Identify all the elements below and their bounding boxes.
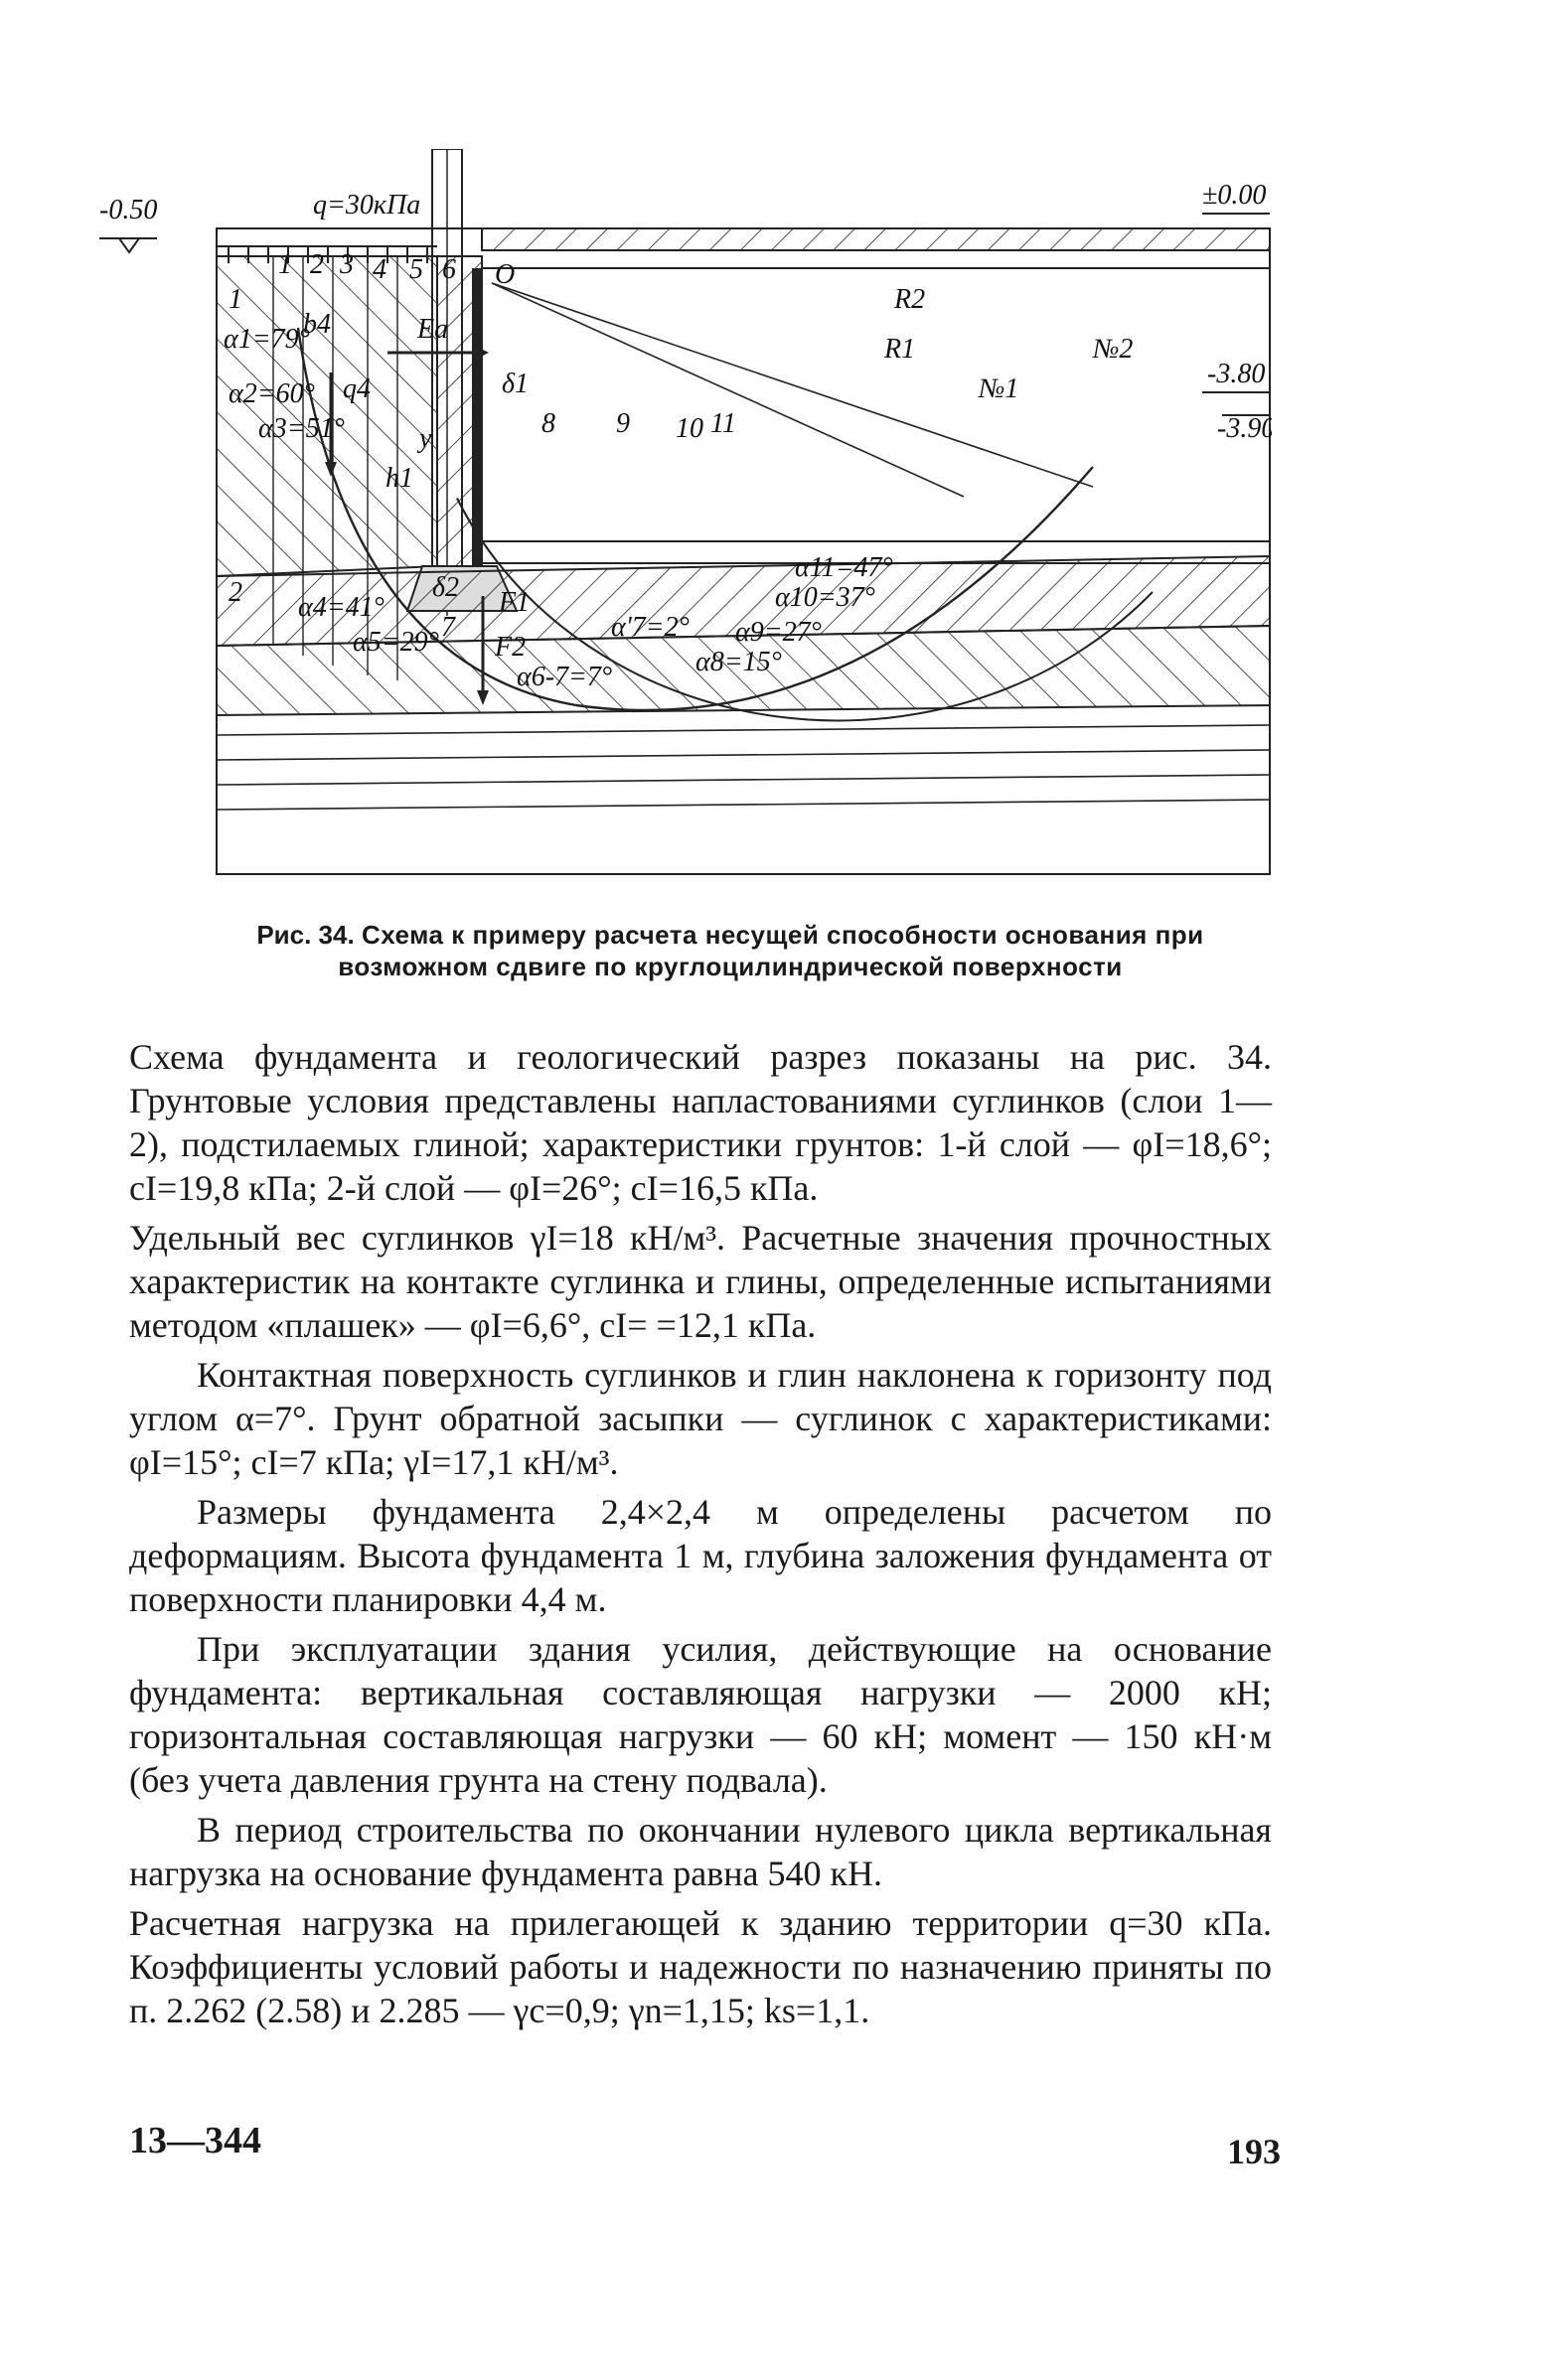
clay-lines (217, 725, 1270, 810)
level-low-right-label: -3.90 (1217, 413, 1272, 444)
y-label: y (419, 423, 432, 454)
alpha10-label: α10=37° (775, 582, 875, 613)
alpha2-label: α2=60° (229, 378, 315, 409)
alpha11-label: α11=47° (795, 552, 893, 583)
paragraph: Расчетная нагрузка на прилегающей к зданию территории q=30 кПа. Коэффициенты условий работы и надежности по назначению приняты по п. 2.262 (2.58) и 2.285 — γc=0,9; γn=1,15; ks=1,1. (129, 1903, 1272, 2030)
basement-wall (472, 268, 482, 566)
paragraph: В период строительства по окончании нулевого цикла вертикальная нагрузка на основание фундамента равна 540 кН. (129, 1810, 1272, 1893)
load-label: q=30кПа (313, 190, 421, 221)
foundation-diagram (99, 149, 1272, 904)
page-number: 193 (1227, 2132, 1281, 2171)
strip-3-label: 3 (340, 249, 354, 280)
ea-label: Ea (417, 314, 449, 345)
strip-7-label: 7 (441, 612, 455, 643)
q4-label: q4 (343, 373, 371, 404)
strip-11-label: 11 (710, 408, 736, 439)
radius-r2-label: R2 (894, 284, 926, 315)
caption-text: Схема к примеру расчета несущей способности основания при возможном сдвиге по круглоцилиндрической поверхности (338, 920, 1204, 981)
alpha8-label: α8=15° (695, 647, 782, 677)
alpha4-label: α4=41° (298, 592, 385, 623)
strip-1-label: 1 (278, 249, 292, 280)
alpha7p-label: α'7=2° (611, 612, 690, 643)
alpha3-label: α3=51° (258, 413, 345, 444)
paragraph: Контактная поверхность суглинков и глин наклонена к горизонту под углом α=7°. Грунт обратной засыпки — суглинок с характеристиками: φI=15°; cI=7 кПа; γI=17,1 кН/м³. (129, 1355, 1272, 1482)
paragraph: При эксплуатации здания усилия, действующие на основание фундамента: вертикальная составляющая нагрузки — 2000 кН; горизонтальная составляющая нагрузки — 60 кН; момент — 150 кН·м (без учета давления грунта на стену подвала). (129, 1629, 1272, 1800)
caption-number: Рис. 34. (256, 920, 355, 950)
point-o-label: O (495, 259, 516, 290)
strip-5-label: 5 (409, 254, 423, 285)
alpha5-label: α5=29° (353, 627, 439, 658)
f1-label: F1 (499, 587, 531, 618)
figure-34 (99, 149, 1272, 904)
paragraph: Размеры фундамента 2,4×2,4 м определены расчетом по деформациям. Высота фундамента 1 м, глубина заложения фундамента от поверхности планировки 4,4 м. (129, 1492, 1272, 1619)
delta2-label: δ2 (432, 572, 460, 603)
alpha9-label: α9=27° (735, 617, 822, 648)
strip-8-label: 8 (541, 408, 555, 439)
signature-mark: 13—344 (129, 2120, 261, 2161)
level-top-right-label: ±0.00 (1202, 180, 1267, 211)
figure-caption (184, 919, 1277, 982)
strip-2-label: 2 (310, 249, 324, 280)
curve-2-label: №2 (1093, 334, 1134, 365)
layer-2-label: 2 (229, 577, 242, 608)
body-text (129, 1035, 1272, 2038)
strip-6-label: 6 (442, 254, 456, 285)
h1-label: h1 (386, 463, 413, 494)
alpha1-label: α1=79° (224, 324, 310, 355)
paragraph: Схема фундамента и геологический разрез показаны на рис. 34. Грунтовые условия представлены напластованиями суглинков (слои 1—2), подстилаемых глиной; характеристики грунтов: 1-й слой — φI=18,6°; cI=19,8 кПа; 2-й слой — φI=26°; cI=16,5 кПа. (129, 1037, 1272, 1208)
delta1-label: δ1 (502, 369, 530, 399)
radius-r1 (492, 283, 964, 497)
radius-r1-label: R1 (884, 334, 916, 365)
paragraph: Удельный вес суглинков γI=18 кН/м³. Расчетные значения прочностных характеристик на контакте суглинка и глины, определенные испытаниями методом «плашек» — φI=6,6°, cI= =12,1 кПа. (129, 1218, 1272, 1345)
level-mid-right-label: -3.80 (1207, 359, 1266, 389)
alpha67-label: α6-7=7° (517, 662, 613, 692)
curve-1-label: №1 (979, 373, 1019, 404)
f2-label: F2 (495, 632, 527, 663)
strip-4-label: 4 (373, 254, 386, 285)
b4-label: b4 (303, 309, 331, 340)
floor-slab (482, 228, 1270, 250)
strip-9-label: 9 (616, 408, 630, 439)
layer-1-label: 1 (229, 284, 242, 315)
level-left-label: -0.50 (99, 195, 158, 225)
strip-10-label: 10 (676, 413, 703, 444)
